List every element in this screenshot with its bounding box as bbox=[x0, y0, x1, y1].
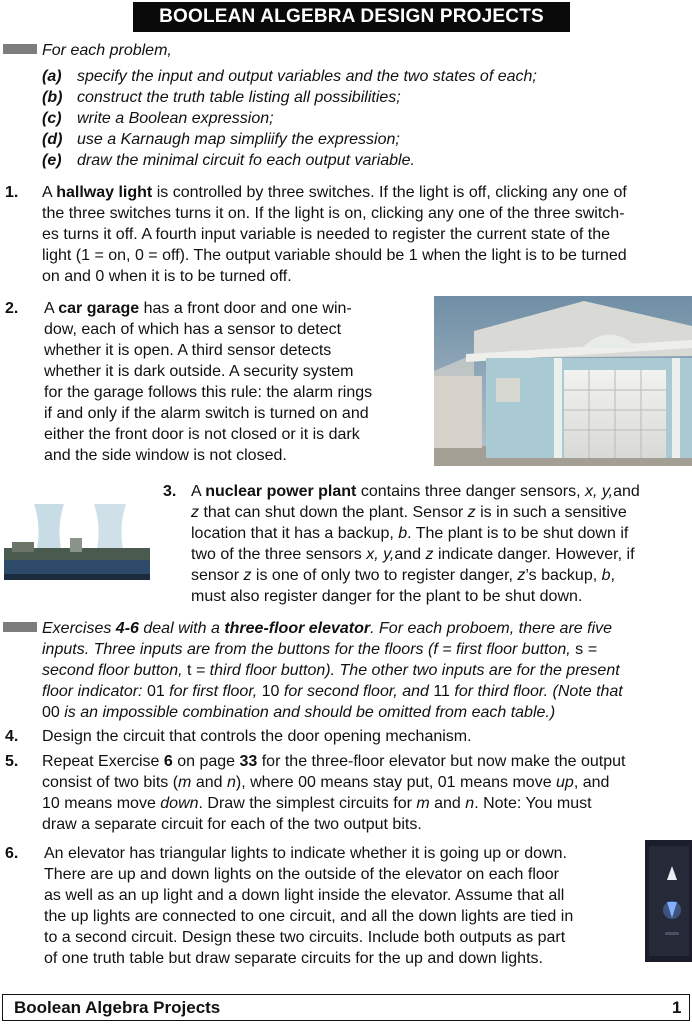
problem-5-line: draw a separate circuit for each of the two output bits. bbox=[42, 816, 422, 833]
problem-1-line: the three switches turns it on. If the light is on, clicking any one of the three switch- bbox=[42, 205, 625, 222]
problem-6-line: An elevator has triangular lights to indicate whether it is going up or down. bbox=[44, 845, 567, 862]
problem-2-line: whether it is dark outside. A security system bbox=[44, 363, 354, 380]
problem-1-line: on and 0 when it is to be turned off. bbox=[42, 268, 292, 285]
problem-3-line: A nuclear power plant contains three danger sensors, x, y,and bbox=[191, 483, 640, 500]
elevator-intro-line: second floor button, t = third floor button). The other two inputs are for the present bbox=[42, 662, 620, 679]
garage-photo bbox=[434, 296, 692, 466]
problem-6-line: to a second circuit. Design these two circuits. Include both outputs as part bbox=[44, 929, 566, 946]
problem-2-line: A car garage has a front door and one win- bbox=[44, 300, 352, 317]
problem-2-line: whether it is open. A third sensor detects bbox=[44, 342, 332, 359]
problem-5-line: Repeat Exercise 6 on page 33 for the three-floor elevator but now make the output bbox=[42, 753, 626, 770]
problem-6-number: 6. bbox=[5, 845, 19, 862]
intro-step-a: (a) specify the input and output variables and the two states of each; bbox=[42, 68, 537, 85]
problem-2-line: for the garage follows this rule: the alarm rings bbox=[44, 384, 373, 401]
intro-step-e: (e) draw the minimal circuit fo each output variable. bbox=[42, 152, 415, 169]
section-marker bbox=[3, 44, 37, 54]
problem-1-line: light (1 = on, 0 = off). The output variable should be 1 when the light is to be turned bbox=[42, 247, 627, 264]
problem-3-line: two of the three sensors x, y,and z indicate danger. However, if bbox=[191, 546, 635, 563]
intro-step-c: (c) write a Boolean expression; bbox=[42, 110, 274, 127]
problem-4-number: 4. bbox=[5, 728, 19, 745]
problem-2-line: dow, each of which has a sensor to detect bbox=[44, 321, 342, 338]
section-marker bbox=[3, 622, 37, 632]
problem-3-line: z that can shut down the plant. Sensor z is in such a sensitive bbox=[191, 504, 627, 521]
intro-step-b: (b) construct the truth table listing all possibilities; bbox=[42, 89, 401, 106]
problem-4-text: Design the circuit that controls the door opening mechanism. bbox=[42, 728, 472, 745]
problem-1-number: 1. bbox=[5, 184, 19, 201]
elevator-intro-line: Exercises 4-6 deal with a three-floor elevator. For each proboem, there are five bbox=[42, 620, 613, 637]
problem-2-line: either the front door is not closed or it is dark bbox=[44, 426, 360, 443]
problem-2-line: if and only if the alarm switch is turned on and bbox=[44, 405, 369, 422]
elevator-intro-line: floor indicator: 01 for first floor, 10 for second floor, and 11 for third floor. (Note that bbox=[42, 683, 623, 700]
problem-5-line: 10 means move down. Draw the simplest circuits for m and n. Note: You must bbox=[42, 795, 592, 812]
problem-6-line: as well as an up light and a down light inside the elevator. Assume that all bbox=[44, 887, 565, 904]
problem-3-line: location that it has a backup, b. The plant is to be shut down if bbox=[191, 525, 629, 542]
problem-1-line: A hallway light is controlled by three switches. If the light is off, clicking any one of bbox=[42, 184, 627, 201]
problem-6-line: the up lights are connected to one circuit, and all the down lights are tied in bbox=[44, 908, 574, 925]
problem-6-line: There are up and down lights on the outside of the elevator on each floor bbox=[44, 866, 560, 883]
problem-3-number: 3. bbox=[163, 483, 177, 500]
page-number: 1 bbox=[672, 998, 682, 1017]
problem-2-number: 2. bbox=[5, 300, 19, 317]
page-title: BOOLEAN ALGEBRA DESIGN PROJECTS bbox=[133, 2, 570, 32]
problem-6-line: of one truth table but draw separate circuits for the up and down lights. bbox=[44, 950, 543, 967]
nuclear-plant-photo bbox=[4, 500, 150, 580]
problem-5-number: 5. bbox=[5, 753, 19, 770]
problem-3-line: must also register danger for the plant to be shut down. bbox=[191, 588, 583, 605]
problem-5-line: consist of two bits (m and n), where 00 means stay put, 01 means move up, and bbox=[42, 774, 610, 791]
elevator-intro-line: 00 is an impossible combination and should be omitted from each table.) bbox=[42, 704, 556, 721]
intro-heading: For each problem, bbox=[42, 42, 172, 59]
footer-title: Boolean Algebra Projects bbox=[14, 998, 221, 1017]
intro-step-d: (d) use a Karnaugh map simpliify the expression; bbox=[42, 131, 400, 148]
elevator-intro-line: inputs. Three inputs are from the buttons for the floors (f = first floor button, s = bbox=[42, 641, 597, 658]
problem-3-line: sensor z is one of only two to register danger, z’s backup, b, bbox=[191, 567, 615, 584]
problem-1-line: es turns it off. A fourth input variable is needed to register the current state of the bbox=[42, 226, 611, 243]
elevator-lights-photo bbox=[645, 840, 692, 962]
problem-2-line: and the side window is not closed. bbox=[44, 447, 287, 464]
